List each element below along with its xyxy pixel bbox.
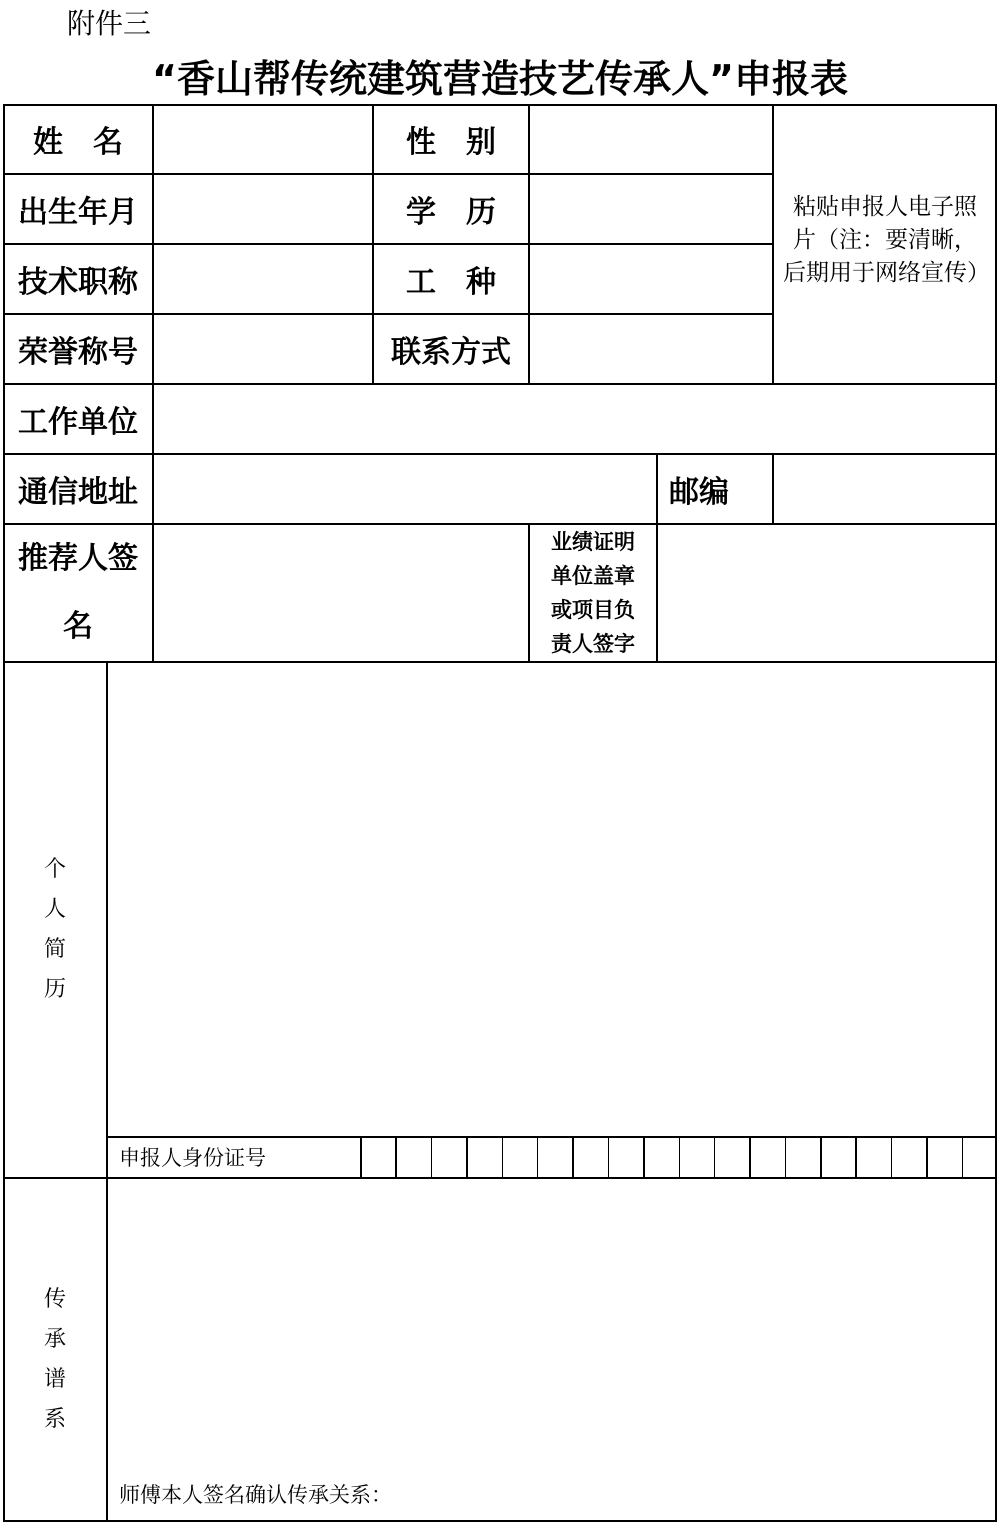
- id-digit-box[interactable]: [572, 1137, 574, 1178]
- label-proof: 业绩证明单位盖章或项目负责人签字: [551, 530, 635, 656]
- id-digit-box[interactable]: [855, 1137, 857, 1178]
- id-digit-box[interactable]: [926, 1137, 928, 1178]
- id-digit-box[interactable]: [714, 1137, 716, 1178]
- border-bottom: [3, 1520, 997, 1522]
- hline-resume-bottom: [3, 1177, 997, 1179]
- id-digit-box[interactable]: [820, 1137, 822, 1178]
- hline-row1: [3, 173, 773, 175]
- label-lineage: 传承谱系: [43, 1287, 66, 1432]
- vline-proof-right: [656, 524, 658, 662]
- vline-postcode-right: [772, 454, 774, 524]
- label-gender: 性 别: [406, 125, 496, 160]
- label-address: 通信地址: [18, 475, 138, 510]
- id-digit-box[interactable]: [395, 1137, 397, 1178]
- photo-placeholder: 粘贴申报人电子照片（注：要清晰，后期用于网络宣传）: [783, 193, 990, 286]
- id-digit-box[interactable]: [679, 1137, 681, 1178]
- label-resume: 个人简历: [43, 857, 66, 1002]
- hline-row2: [3, 243, 773, 245]
- label-contact: 联系方式: [391, 335, 511, 370]
- id-digit-box[interactable]: [643, 1137, 645, 1178]
- vline-label-col: [152, 104, 154, 662]
- label-title-rank: 技术职称: [18, 265, 138, 300]
- id-digit-box[interactable]: [431, 1137, 433, 1178]
- vline-photo: [772, 104, 774, 384]
- hline-row3: [3, 313, 773, 315]
- id-digit-box[interactable]: [962, 1137, 964, 1178]
- label-birth: 出生年月: [18, 195, 138, 230]
- label-education: 学 历: [406, 195, 496, 230]
- id-digit-box[interactable]: [502, 1137, 504, 1178]
- attachment-label: 附件三: [67, 7, 152, 40]
- form-title: “香山帮传统建筑营造技艺传承人”申报表: [152, 57, 848, 101]
- id-digit-box[interactable]: [608, 1137, 610, 1178]
- id-digit-box[interactable]: [749, 1137, 751, 1178]
- id-digit-box[interactable]: [466, 1137, 468, 1178]
- label-id-number: 申报人身份证号: [119, 1146, 266, 1170]
- id-digit-box[interactable]: [891, 1137, 893, 1178]
- label-postcode: 邮编: [669, 475, 729, 510]
- vline-proof-left: [528, 524, 530, 662]
- vline-section-col: [106, 662, 108, 1522]
- id-digit-box[interactable]: [360, 1137, 362, 1178]
- vline-postcode-left: [656, 454, 658, 524]
- label-recommender: 推荐人签名: [18, 541, 138, 644]
- label-master-confirm: 师傅本人签名确认传承关系：: [119, 1483, 392, 1507]
- label-trade: 工 种: [406, 265, 496, 300]
- vline-col2: [372, 104, 374, 384]
- vline-col3: [528, 104, 530, 384]
- hline-id-top: [107, 1136, 997, 1138]
- label-workplace: 工作单位: [18, 405, 138, 440]
- id-digit-box[interactable]: [785, 1137, 787, 1178]
- label-honor: 荣誉称号: [18, 335, 138, 370]
- label-name: 姓 名: [33, 125, 123, 160]
- id-digit-box[interactable]: [537, 1137, 539, 1178]
